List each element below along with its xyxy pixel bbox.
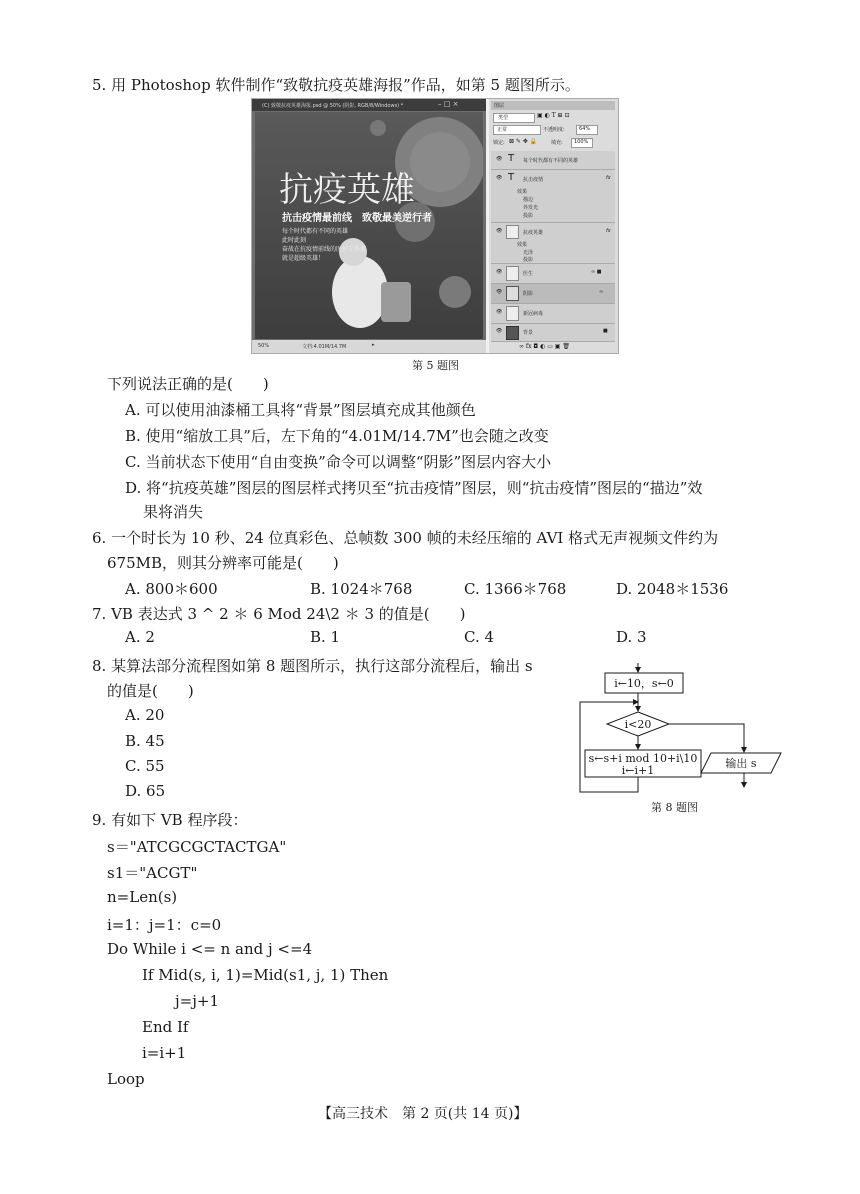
tab-layers[interactable]: 图层 [494,103,505,109]
fill-label: 填充: [551,140,563,146]
q8-option-d: D. 65 [125,782,166,800]
q6-stem-cont: 675MB，则其分辨率可能是( ) [107,554,339,572]
opacity-input[interactable] [576,125,598,135]
poster-line: 奋战在抗疫情前线的医护工作者 [282,246,367,253]
q8-stem: 8. 某算法部分流程图如第 8 题图所示，执行这部分流程后，输出 s [92,657,533,675]
layer-thumbnail [506,286,519,301]
fx-icon[interactable]: fx [606,228,611,234]
layer-name: 每个时代都有不同的英雄 [523,158,579,164]
layer-row-selected[interactable] [491,284,615,304]
fill-input[interactable] [571,138,593,148]
q7-option-c: C. 4 [464,628,495,646]
ps-doc-tab-label: (C) 致敬抗疫英雄海报.psd @ 50% (阴影, RGB/8/Windows) * [262,103,404,109]
poster-title: 抗疫英雄 [279,170,415,210]
code-line: If Mid(s, i, 1)=Mid(s1, j, 1) Then [142,966,389,984]
layer-thumbnail [506,306,519,321]
eye-icon[interactable]: 👁 [496,289,503,295]
code-line: Do While i <= n and j <=4 [107,940,313,958]
q7-stem: 7. VB 表达式 3 ^ 2 ＊ 6 Mod 24\2 ＊ 3 的值是( ) [92,605,466,623]
eye-icon[interactable]: 👁 [496,328,503,334]
q6-option-a: A. 800＊600 [125,580,218,598]
q5-option-d-cont: 果将消失 [143,503,204,521]
q7-option-d: D. 3 [616,628,647,646]
q7-option-b: B. 1 [310,628,341,646]
q5-caption: 第 5 题图 [412,359,459,372]
layer-name: 背景 [523,330,534,336]
code-line: s＝"ATCGCGCTACTGA" [107,838,287,856]
fill-value: 100% [574,139,589,145]
layer-effect: 光泽 [523,250,534,256]
opacity-value: 64% [579,126,591,132]
code-line: j=j+1 [175,992,219,1010]
eye-icon[interactable]: 👁 [496,228,503,234]
layer-thumbnail [506,225,519,239]
ps-document-tab [252,99,486,111]
layer-name: 医生 [523,271,534,277]
poster-artwork [255,112,483,339]
filter-icons[interactable]: ▣ ◐ T ⊞ ⊡ [537,112,570,119]
page-footer: 【高三技术 第 2 页(共 14 页)】 [318,1106,528,1122]
layer-effect: 外发光 [523,205,539,211]
layer-name: 抗击疫情 [523,177,544,183]
q8-option-c: C. 55 [125,757,165,775]
link-icon: ∞ [599,289,604,295]
poster-line: 每个时代都有不同的英雄 [282,228,349,235]
code-line: i=1：j=1：c=0 [107,916,222,934]
zoom-level[interactable]: 50% [258,343,270,349]
layer-row[interactable] [491,304,615,324]
q5-stem: 5. 用 Photoshop 软件制作“致敬抗疫英雄海报”作品，如第 5 题图所示。 [92,76,580,94]
blend-mode-value: 正常 [497,127,508,133]
layer-thumbnail [506,266,519,281]
layer-effect: 描边 [523,197,534,203]
ps-document-window [252,99,486,353]
scroll-arrow-icon[interactable]: ▸ [372,342,375,348]
panel-footer-icons[interactable]: ∞ fx ◘ ◐ ▭ ▣ 🗑 [519,343,570,350]
layer-row[interactable] [491,324,615,342]
q5-option-a: A. 可以使用油漆桶工具将“背景”图层填充成其他颜色 [125,401,476,419]
poster-line: 此时此刻 [282,237,307,244]
layers-panel-header [491,101,615,110]
q6-option-d: D. 2048＊1536 [616,580,729,598]
q5-option-b: B. 使用“缩放工具”后，左下角的“4.01M/14.7M”也会随之改变 [125,427,549,445]
ps-status-bar [252,340,486,353]
q6-option-b: B. 1024＊768 [310,580,413,598]
code-line: End If [142,1018,189,1036]
q8-stem-cont: 的值是( ) [107,682,194,700]
cond-text: i<20 [624,718,652,731]
fx-icon[interactable]: fx [606,175,611,181]
layer-effect: 投影 [523,213,534,219]
body-text-2: i←i+1 [621,764,655,777]
layer-row[interactable] [491,264,615,284]
poster-line: 就是超级英雄！ [282,255,325,262]
layer-effect: 效果 [517,189,528,195]
eye-icon[interactable]: 👁 [496,175,503,181]
init-text: i←10，s←0 [614,677,674,690]
kind-filter-select[interactable] [493,113,535,123]
layer-effect: 效果 [517,242,528,248]
eye-icon[interactable]: 👁 [496,269,503,275]
code-line: n=Len(s) [107,888,178,906]
eye-icon[interactable]: 👁 [496,309,503,315]
layer-thumbnail [506,326,519,340]
q9-stem: 9. 有如下 VB 程序段： [92,811,248,829]
q7-option-a: A. 2 [125,628,155,646]
q5-option-d: D. 将“抗疫英雄”图层的图层样式拷贝至“抗击疫情”图层，则“抗击疫情”图层的“描边”效 [125,479,703,497]
q5-prompt: 下列说法正确的是( ) [107,375,269,393]
q8-option-a: A. 20 [125,706,165,724]
layer-name: 新冠病毒 [523,311,544,317]
q5-option-c: C. 当前状态下使用“自由变换”命令可以调整“阴影”图层内容大小 [125,453,552,471]
doc-size-readout: 文档:4.01M/14.7M [302,344,347,350]
output-text: 输出 s [725,757,757,770]
layer-name: 阴影 [523,291,534,297]
q8-caption: 第 8 题图 [651,801,698,814]
kind-filter-value: 类型 [498,115,509,121]
layer-effect: 投影 [523,257,534,263]
layer-row[interactable] [491,223,615,264]
text-layer-icon: T [508,172,515,183]
q6-stem: 6. 一个时长为 10 秒、24 位真彩色、总帧数 300 帧的未经压缩的 AVI 格式无声视频文件约为 [92,529,719,547]
opacity-label: 不透明度: [543,127,565,133]
layer-row[interactable] [491,170,615,223]
poster-subtitle: 抗击疫情最前线 致敬最美逆行者 [282,213,432,224]
layer-row[interactable] [491,151,615,170]
layer-name: 抗疫英雄 [523,230,544,236]
code-line: i=i+1 [142,1044,187,1062]
link-lock-icon: ∞ ■ [591,269,602,275]
lock-icons[interactable]: ⊠ ✎ ✥ 🔒 [509,138,538,145]
q8-option-b: B. 45 [125,732,165,750]
eye-icon[interactable]: 👁 [496,156,503,162]
text-layer-icon: T [508,153,515,164]
code-line: Loop [107,1070,145,1088]
q8-flowchart [576,663,786,813]
lock-label: 锁定: [493,140,505,146]
lock-icon: ■ [603,328,608,334]
blend-mode-select[interactable] [493,125,541,135]
window-controls-icon: – □ × [438,100,459,108]
code-line: s1＝"ACGT" [107,864,198,882]
photoshop-figure [251,98,619,354]
layers-panel [489,99,618,353]
q6-option-c: C. 1366＊768 [464,580,567,598]
body-text-1: s←s+i mod 10+i\10 [588,752,698,765]
